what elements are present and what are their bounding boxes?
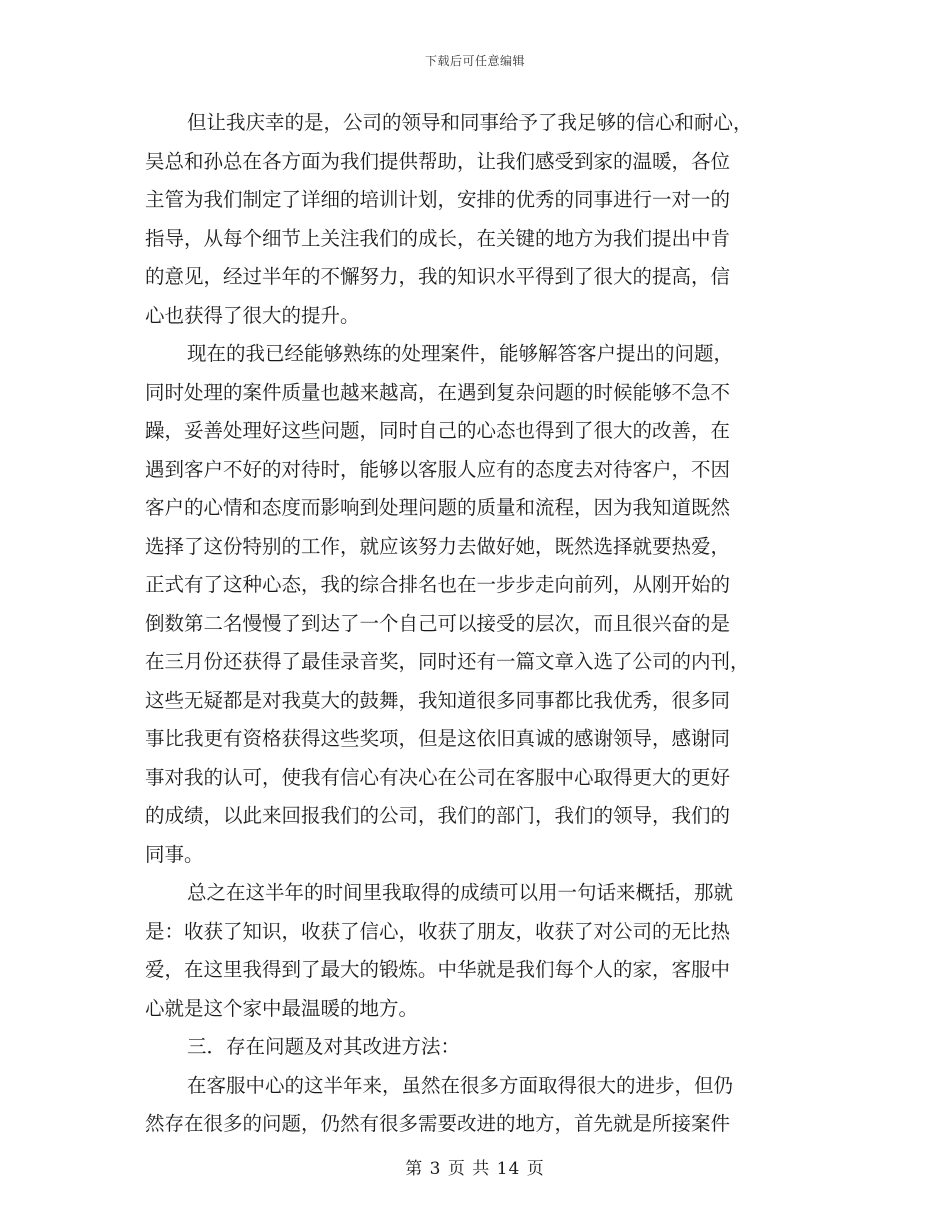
- paragraph-1-line-4: 指导，从每个细节上关注我们的成长，在关键的地方为我们提出中肯: [145, 226, 731, 250]
- paragraph-2-line-10: 这些无疑都是对我莫大的鼓舞，我知道很多同事都比我优秀，很多同: [145, 688, 731, 712]
- paragraph-2-line-1: 现在的我已经能够熟练的处理案件，能够解答客户提出的问题，: [187, 342, 734, 365]
- paragraph-2-line-4: 遇到客户不好的对待时，能够以客服人应有的态度去对待客户，不因: [145, 457, 731, 481]
- paragraph-2-line-3: 躁，妥善处理好这些问题，同时自己的心态也得到了很大的改善，在: [145, 419, 731, 442]
- paragraph-1-line-1: 但让我庆幸的是，公司的领导和同事给予了我足够的信心和耐心，: [187, 111, 753, 134]
- paragraph-1-line-6: 心也获得了很大的提升。: [145, 303, 360, 327]
- document-body: [145, 104, 805, 1144]
- section-heading: 三．存在问题及对其改进方法：: [187, 1035, 461, 1058]
- paragraph-2-line-11: 事比我更有资格获得这些奖项，但是这依旧真诚的感谢领导，感谢同: [145, 727, 731, 750]
- paragraph-5-line-2: 然存在很多的问题，仍然有很多需要改进的地方，首先就是所接案件: [145, 1112, 731, 1135]
- paragraph-2-line-7: 正式有了这种心态，我的综合排名也在一步步走向前列，从刚开始的: [145, 573, 731, 596]
- paragraph-2-line-14: 同事。: [145, 842, 204, 866]
- paragraph-1-line-5: 的意见，经过半年的不懈努力，我的知识水平得到了很大的提高，信: [145, 265, 731, 288]
- paragraph-3-line-2: 是：收获了知识，收获了信心，收获了朋友，收获了对公司的无比热: [145, 919, 731, 943]
- paragraph-2-line-12: 事对我的认可，使我有信心有决心在公司在客服中心取得更大的更好: [145, 765, 731, 789]
- paragraph-2-line-6: 选择了这份特别的工作，就应该努力去做好她，既然选择就要热爱，: [145, 534, 731, 558]
- paragraph-5-line-1: 在客服中心的这半年来，虽然在很多方面取得很大的进步，但仍: [187, 1073, 734, 1097]
- page-header: 下载后可任意编辑: [424, 54, 525, 68]
- paragraph-2-line-9: 在三月份还获得了最佳录音奖，同时还有一篇文章入选了公司的内刊，: [145, 650, 750, 673]
- paragraph-2-line-2: 同时处理的案件质量也越来越高，在遇到复杂问题的时候能够不急不: [145, 380, 731, 404]
- paragraph-2-line-8: 倒数第二名慢慢了到达了一个自己可以接受的层次，而且很兴奋的是: [145, 611, 731, 635]
- paragraph-3-line-3: 爱，在这里我得到了最大的锻炼。中华就是我们每个人的家，客服中: [145, 958, 731, 981]
- paragraph-2-line-5: 客户的心情和态度而影响到处理问题的质量和流程，因为我知道既然: [145, 496, 731, 519]
- paragraph-1-line-3: 主管为我们制定了详细的培训计划，安排的优秀的同事进行一对一的: [145, 188, 731, 211]
- paragraph-3-line-4: 心就是这个家中最温暖的地方。: [145, 996, 419, 1020]
- page-number-footer: 第 3 页 共 14 页: [405, 1159, 545, 1179]
- paragraph-1-line-2: 吴总和孙总在各方面为我们提供帮助，让我们感受到家的温暖，各位: [145, 149, 731, 173]
- paragraph-3-line-1: 总之在这半年的时间里我取得的成绩可以用一句话来概括，那就: [187, 881, 734, 904]
- paragraph-2-line-13: 的成绩，以此来回报我们的公司，我们的部门，我们的领导，我们的: [145, 804, 731, 827]
